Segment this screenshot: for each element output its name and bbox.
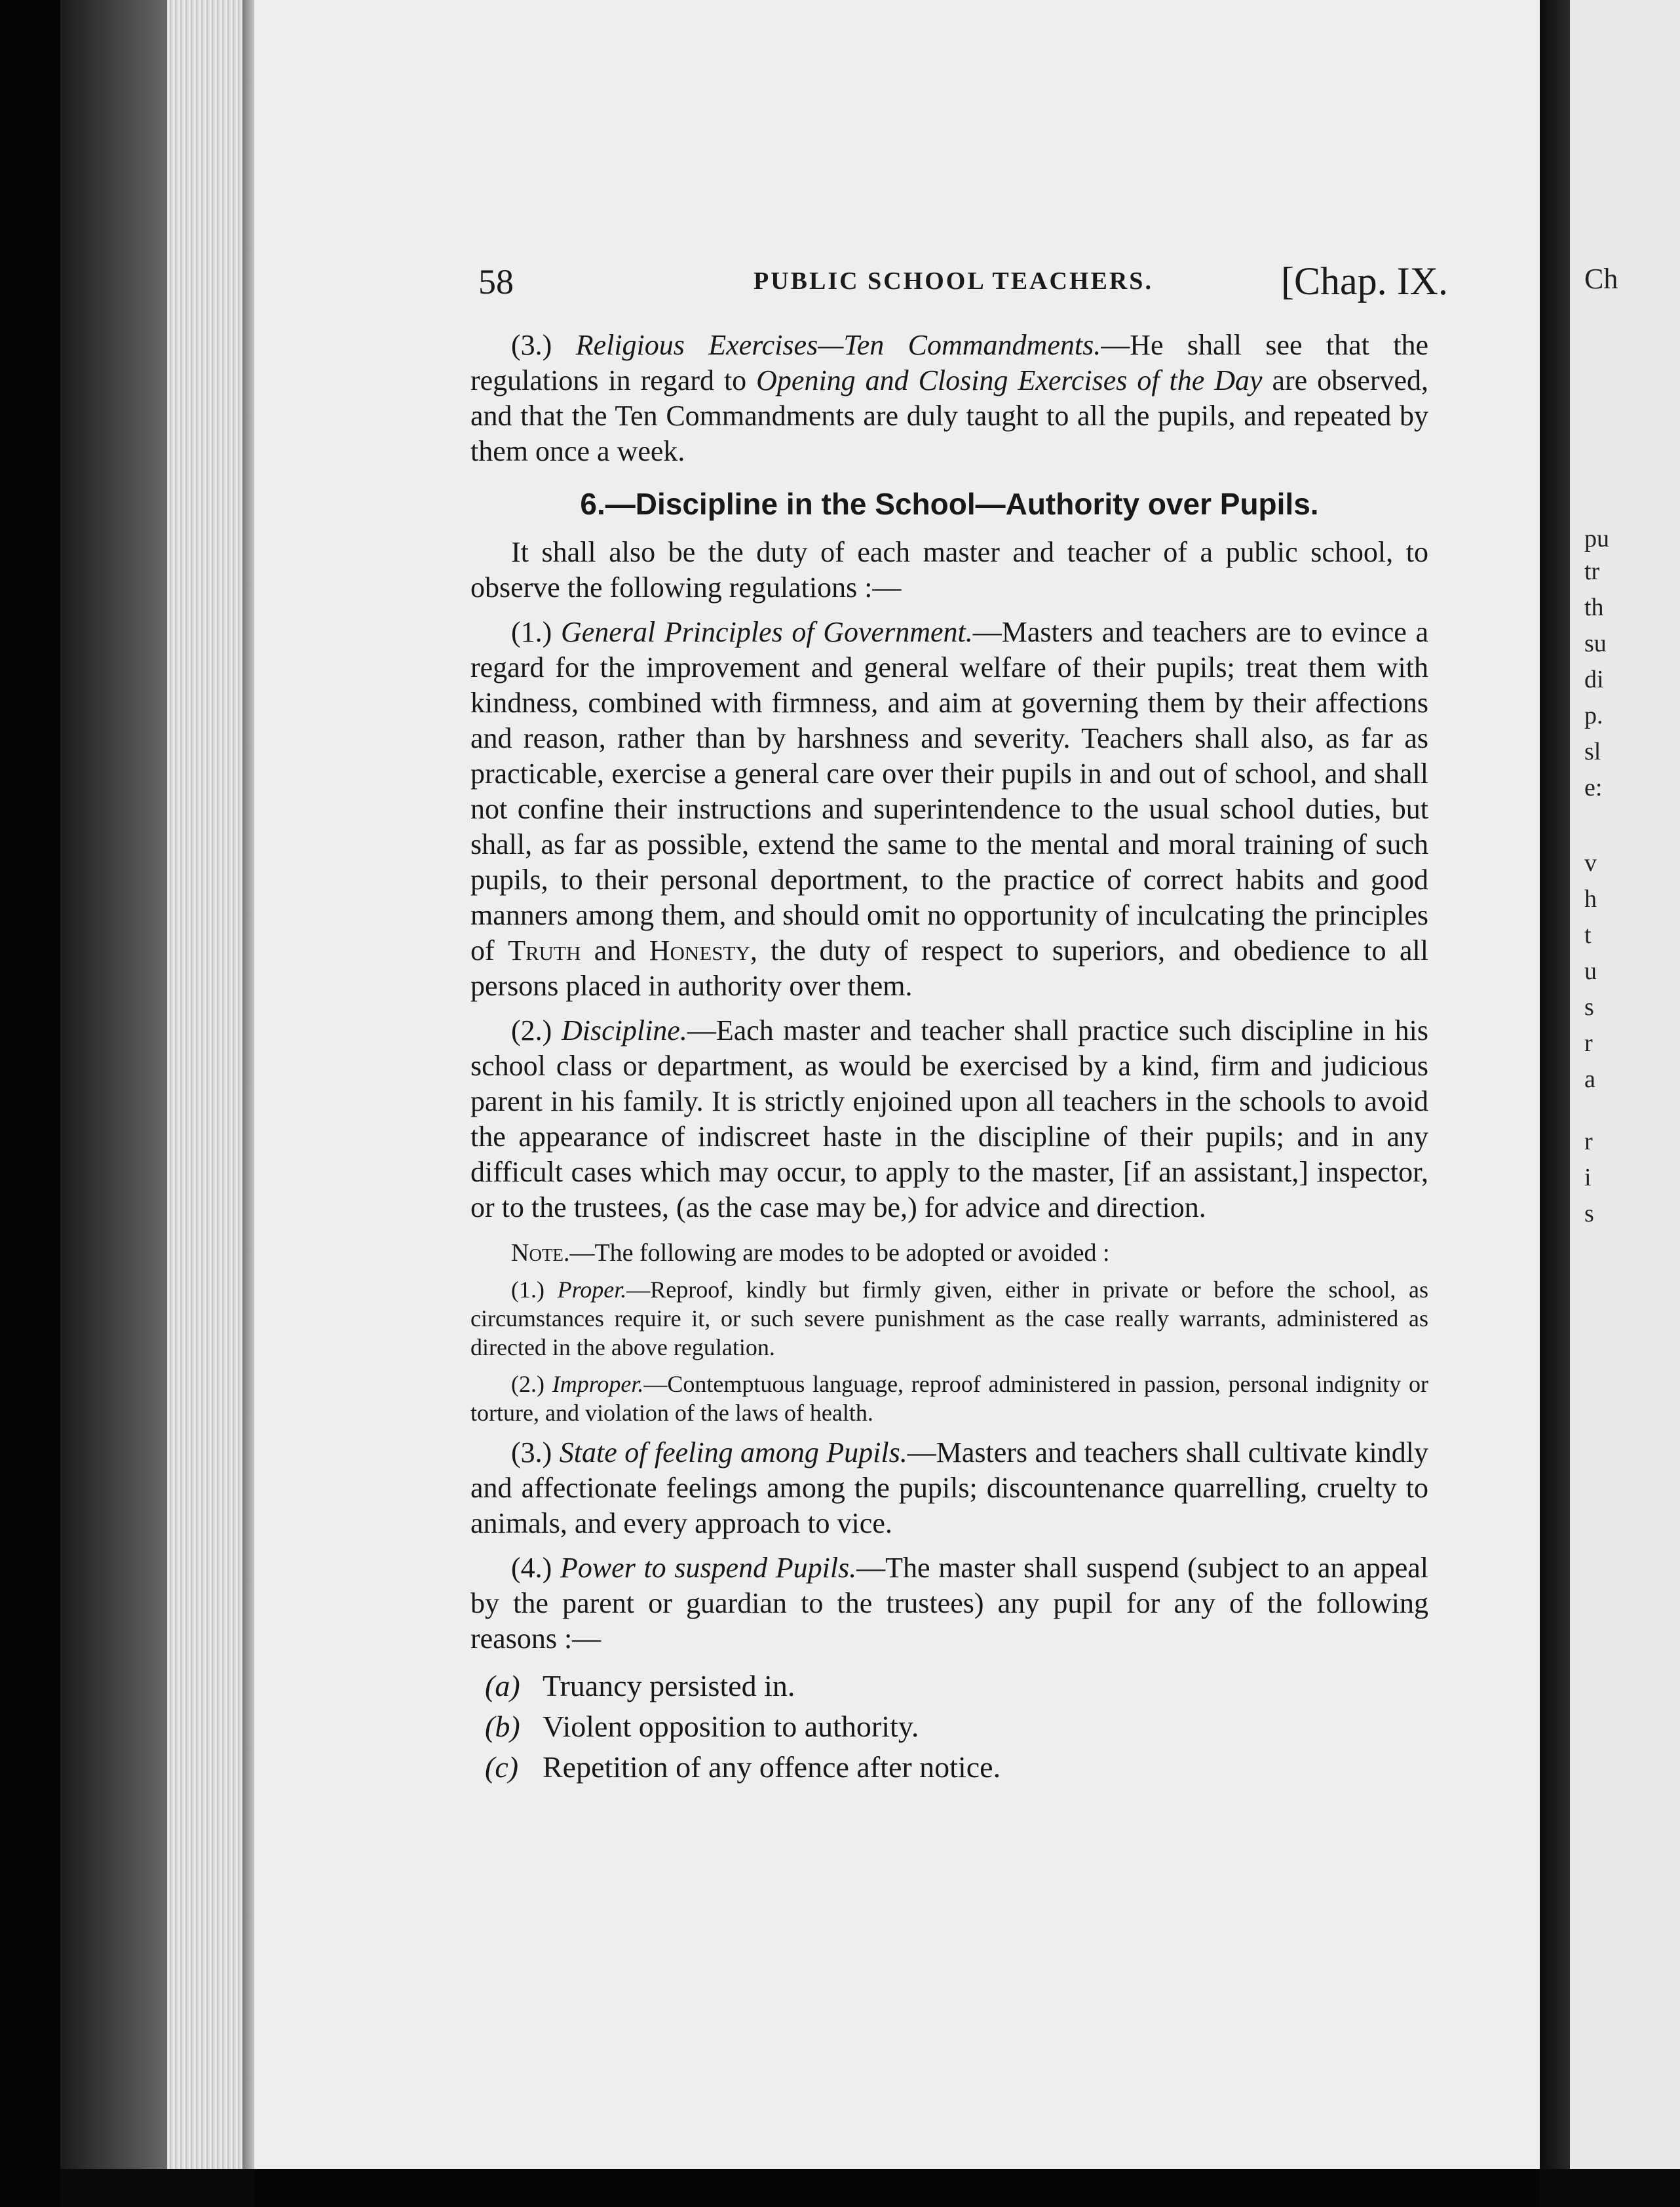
chapter-label: [Chap. IX. <box>1281 259 1448 303</box>
intro-paragraph: It shall also be the duty of each master and teacher of a public school, to observe the following regulations :— <box>470 536 1428 604</box>
section-heading: 6.—Discipline in the School—Authority over Pupils. <box>580 487 1319 521</box>
paragraph-text: —Masters and teachers are to evince a regard for the improvement and general welfare of their pupils; treat them with kindness, combined with firmness, and aim at governing them by their affections and reason, rather than by harshness and severity. Teachers shall also, as far as practicable, exercise a general care over their pupils in and out of school, and shall not confine their instructions and superintendence to the usual school duties, but shall, as far as possible, extend the same to the mental and moral training of such pupils, to their personal deportment, to the practice of correct habits and good manners among them, and should omit no opportunity of inculcating the principles of <box>470 616 1429 967</box>
italic-reference: Opening and Closing Exercises of the Day <box>756 364 1263 396</box>
next-page-text: th <box>1584 594 1604 621</box>
next-page-text: pu <box>1584 525 1609 552</box>
paragraph-title: Discipline. <box>561 1014 687 1046</box>
note-number: (2.) <box>511 1371 544 1397</box>
paragraph-state-of-feeling <box>470 1435 1428 1541</box>
paragraph-title: Power to suspend Pupils. <box>560 1552 857 1584</box>
next-page-text: h <box>1584 885 1597 913</box>
paragraph-title: Religious Exercises—Ten Commandments. <box>575 329 1101 361</box>
next-page-text: u <box>1584 957 1597 985</box>
reason-item <box>470 1747 1428 1788</box>
next-page-text: r <box>1584 1128 1593 1155</box>
next-page-text: r <box>1584 1029 1593 1057</box>
next-page-text: su <box>1584 630 1607 657</box>
next-page-text: t <box>1584 921 1592 949</box>
running-header <box>478 259 1448 305</box>
paragraph-number: (2.) <box>511 1014 552 1046</box>
reason-letter: (a) <box>485 1669 520 1702</box>
paragraph-text: , the duty of respect to superiors, and obedience to all persons placed in authority over them. <box>470 934 1429 1002</box>
next-page-text: i <box>1584 1164 1592 1191</box>
page-body <box>470 328 1428 1788</box>
paragraph-title: State of feeling among Pupils. <box>559 1436 907 1468</box>
note-title: Proper. <box>557 1276 627 1303</box>
paragraph-text: —He shall see that the regulations in regard to <box>470 329 1429 396</box>
reason-item <box>470 1706 1428 1747</box>
small-caps-truth: Truth <box>508 934 581 967</box>
paragraph-number: (3.) <box>511 329 552 361</box>
next-page-fragment <box>1570 0 1680 2169</box>
paragraph-text: and <box>581 934 649 967</box>
paragraph-title: General Principles of Government. <box>560 616 973 648</box>
next-page-text: v <box>1584 849 1597 877</box>
page-bottom-border <box>254 2169 1540 2207</box>
small-caps-honesty: Honesty <box>649 934 750 967</box>
note-improper <box>470 1370 1428 1427</box>
paragraph-power-to-suspend <box>470 1550 1428 1657</box>
note-text: .—The following are modes to be adopted or avoided : <box>563 1239 1110 1267</box>
next-page-text: sl <box>1584 738 1601 765</box>
reason-text: Truancy persisted in. <box>543 1669 795 1702</box>
paragraph-text: —Each master and teacher shall practice such discipline in his school class or department, as would be exercised by a kind, firm and judicious parent in his family. It is strictly enjoined upon all teachers in the schools to avoid the appearance of indiscreet haste in the discipline of their pupils; and in any difficult cases which may occur, to apply to the master, [if an assistant,] inspector, or to the trustees, (as the case may be,) for advice and direction. <box>470 1014 1429 1223</box>
paragraph-religious-exercises <box>470 328 1428 469</box>
note-title: Improper. <box>552 1371 644 1397</box>
note-proper <box>470 1275 1428 1362</box>
next-page-text: Ch <box>1584 263 1618 295</box>
note-text: —Reproof, kindly but firmly given, either in private or before the school, as circumstances require it, or such severe punishment as the case really warrants, administered as directed in the above regulation. <box>470 1276 1429 1360</box>
next-page-text: tr <box>1584 558 1600 585</box>
note-label: Note <box>511 1239 563 1267</box>
next-page-text: s <box>1584 993 1594 1021</box>
reason-text: Repetition of any offence after notice. <box>543 1750 1001 1784</box>
next-page-text: e: <box>1584 774 1603 801</box>
reason-letter: (c) <box>485 1750 519 1784</box>
next-page-text: a <box>1584 1065 1595 1093</box>
paragraph-number: (1.) <box>511 616 552 648</box>
right-gutter <box>1540 0 1570 2169</box>
reason-text: Violent opposition to authority. <box>543 1710 919 1743</box>
paragraph-number: (4.) <box>511 1552 552 1584</box>
paragraph-text: —The master shall suspend (subject to an appeal by the parent or guardian to the trustees) any pupil for any of the following reasons :— <box>470 1552 1429 1655</box>
reason-letter: (b) <box>485 1710 520 1743</box>
book-page-edges <box>167 0 246 2169</box>
paragraph-number: (3.) <box>511 1436 552 1468</box>
paragraph-text: are observed, and that the Ten Commandments are duly taught to all the pupils, and repeated by them once a week. <box>470 364 1428 467</box>
note-text: —Contemptuous language, reproof administered in passion, personal indignity or torture, and violation of the laws of health. <box>470 1371 1428 1426</box>
note-heading <box>470 1237 1428 1269</box>
reason-item <box>470 1666 1428 1706</box>
paragraph-general-principles <box>470 615 1428 1004</box>
note-number: (1.) <box>511 1276 544 1303</box>
next-page-text: di <box>1584 666 1604 693</box>
paragraph-discipline <box>470 1013 1428 1225</box>
next-page-text: s <box>1584 1200 1594 1227</box>
running-title: PUBLIC SCHOOL TEACHERS. <box>754 267 1153 295</box>
next-page-text: p. <box>1584 702 1603 729</box>
paragraph-text: —Masters and teachers shall cultivate kindly and affectionate feelings among the pupils; discountenance quarrelling, cruelty to animals, and every approach to vice. <box>470 1436 1428 1539</box>
page-number: 58 <box>478 262 514 301</box>
book-binding-shadow <box>60 0 170 2169</box>
